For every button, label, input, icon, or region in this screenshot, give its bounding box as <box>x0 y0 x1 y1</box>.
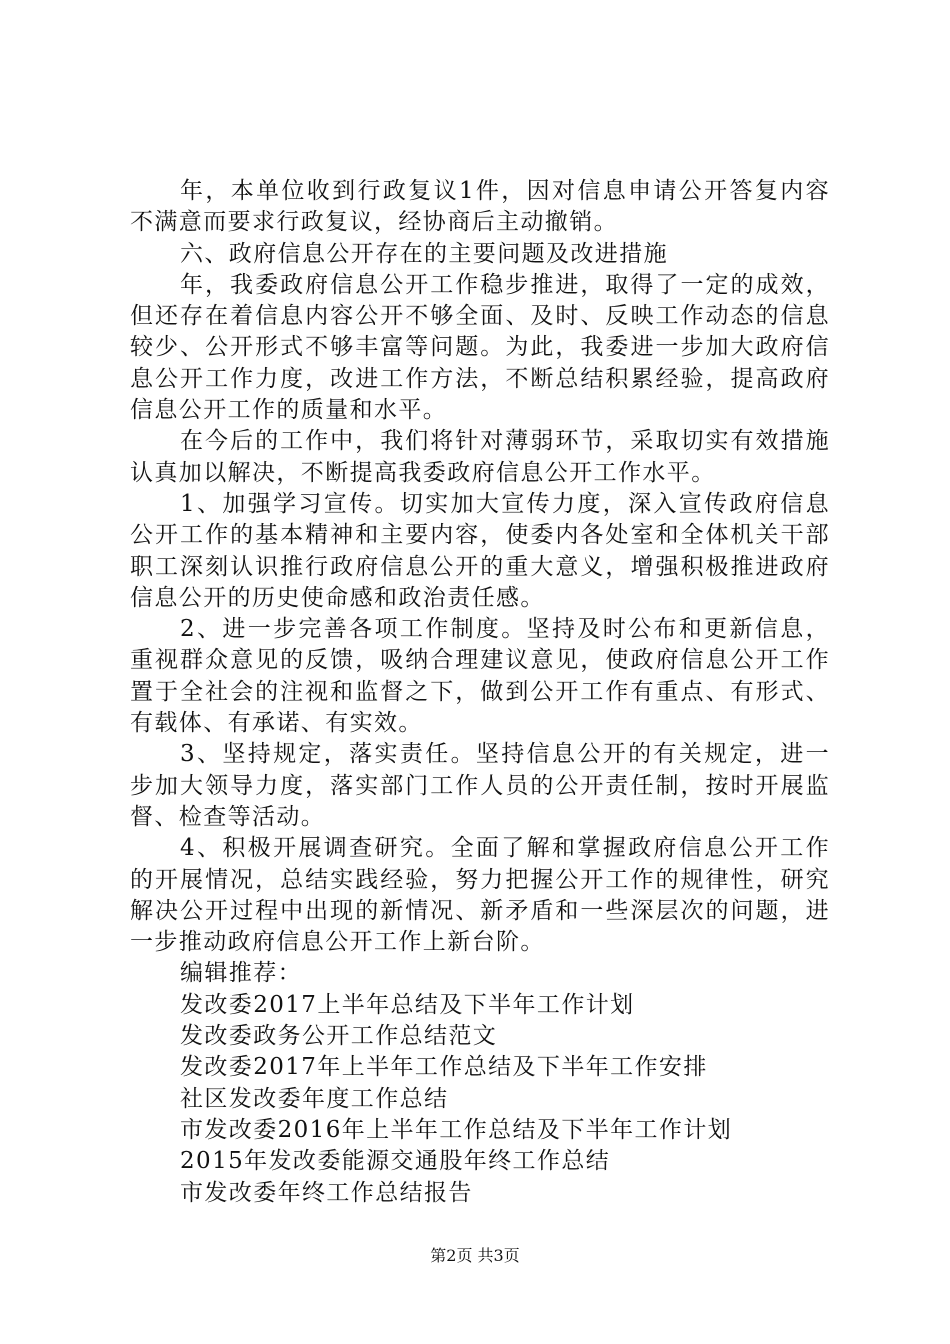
paragraph-measure-2: 2、进一步完善各项工作制度。坚持及时公布和更新信息，重视群众意见的反馈，吸纳合理建议意见，使政府信息公开工作置于全社会的注视和监督之下，做到公开工作有重点、有形式、有载体、有承诺、有实效。 <box>130 616 830 737</box>
paragraph-measure-3: 3、坚持规定，落实责任。坚持信息公开的有关规定，进一步加大领导力度，落实部门工作人员的公开责任制，按时开展监督、检查等活动。 <box>130 741 830 830</box>
section-heading-problems: 六、政府信息公开存在的主要问题及改进措施 <box>180 240 668 267</box>
recommend-link[interactable]: 发改委政务公开工作总结范文 <box>180 1023 498 1050</box>
recommend-link[interactable]: 社区发改委年度工作总结 <box>180 1085 449 1112</box>
recommend-link[interactable]: 发改委2017年上半年工作总结及下半年工作安排 <box>180 1054 708 1081</box>
recommend-title: 编辑推荐： <box>180 960 302 987</box>
document-body <box>130 176 830 1209</box>
page-number-footer: 第2页 共3页 <box>430 1246 520 1265</box>
recommend-link[interactable]: 市发改委2016年上半年工作总结及下半年工作计划 <box>180 1116 733 1143</box>
recommend-link[interactable]: 市发改委年终工作总结报告 <box>180 1179 473 1206</box>
recommend-link[interactable]: 发改委2017上半年总结及下半年工作计划 <box>180 991 635 1018</box>
recommend-list <box>130 990 830 1209</box>
paragraph-admin-review: 年，本单位收到行政复议1件，因对信息申请公开答复内容不满意而要求行政复议，经协商后主动撤销。 <box>130 178 830 236</box>
paragraph-future-work: 在今后的工作中，我们将针对薄弱环节，采取切实有效措施认真加以解决，不断提高我委政府信息公开工作水平。 <box>130 428 830 486</box>
paragraph-measure-1: 1、加强学习宣传。切实加大宣传力度，深入宣传政府信息公开工作的基本精神和主要内容，使委内各处室和全体机关干部职工深刻认识推行政府信息公开的重大意义，增强积极推进政府信息公开的历史使命感和政治责任感。 <box>130 490 830 611</box>
paragraph-progress: 年，我委政府信息公开工作稳步推进，取得了一定的成效，但还存在着信息内容公开不够全面、及时、反映工作动态的信息较少、公开形式不够丰富等问题。为此，我委进一步加大政府信息公开工作力度，改进工作方法，不断总结积累经验，提高政府信息公开工作的质量和水平。 <box>130 271 830 424</box>
recommend-link[interactable]: 2015年发改委能源交通股年终工作总结 <box>180 1148 611 1175</box>
paragraph-measure-4: 4、积极开展调查研究。全面了解和掌握政府信息公开工作的开展情况，总结实践经验，努力把握公开工作的规律性，研究解决公开过程中出现的新情况、新矛盾和一些深层次的问题，进一步推动政府信息公开工作上新台阶。 <box>130 835 830 956</box>
